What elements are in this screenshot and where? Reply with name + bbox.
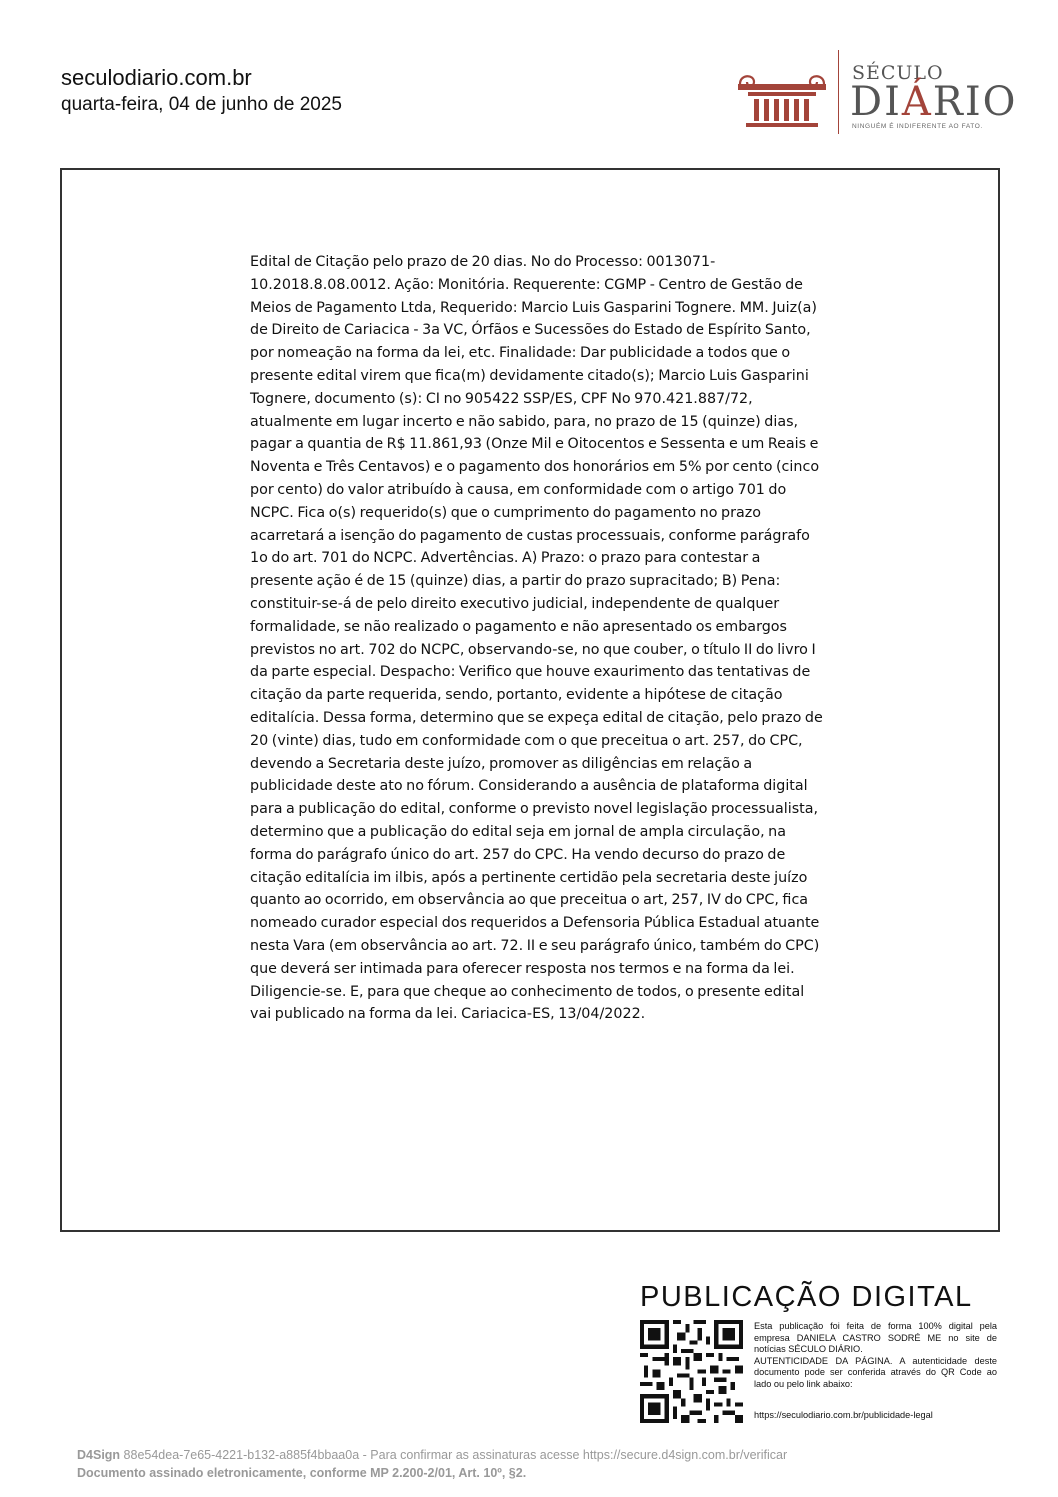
publicidade-legal-link[interactable]: https://seculodiario.com.br/publicidade-legal	[754, 1410, 933, 1420]
seculo-diario-logo	[734, 50, 1018, 136]
publication-info	[754, 1321, 997, 1390]
electronic-signature-notice: Documento assinado eletronicamente, conforme MP 2.200-2/01, Art. 10º, §2.	[77, 1466, 527, 1480]
d4sign-verification	[77, 1447, 787, 1464]
publication-info-text: Esta publicação foi feita de forma 100% digital pela empresa DANIELA CASTRO SODRÉ ME no site de notícias SÉCULO DIÁRIO.	[754, 1321, 997, 1354]
qr-code-icon	[640, 1320, 743, 1423]
logo-divider	[838, 50, 839, 134]
publication-date: quarta-feira, 04 de junho de 2025	[61, 94, 342, 115]
publication-title: PUBLICAÇÃO DIGITAL	[640, 1281, 973, 1313]
site-domain: seculodiario.com.br	[61, 65, 252, 90]
edital-body-text: Edital de Citação pelo prazo de 20 dias. No do Processo: 0013071-10.2018.8.08.0012. Ação: Monitória. Requerente: CGMP - Centro de Gestão de Meios de Pagamento Ltda, Requerido: Marcio Luis Gasparini Tognere. MM. Juiz(a) de Direito de Cariacica - 3a VC, Órfãos e Sucessões do Estado de Espírito Santo, por nomeação na forma da lei, etc. Finalidade: Dar publicidade a todos que o presente edital virem que fica(m) devidamente citado(s); Marcio Luis Gasparini Tognere, documento (s): CI no 905422 SSP/ES, CPF No 970.421.887/72, atualmente em lugar incerto e não sabido, para, no prazo de 15 (quinze) dias, pagar a quantia de R$ 11.861,93 (Onze Mil e Oitocentos e Sessenta e um Reais e Noventa e Três Centavos) e o pagamento dos honorários em 5% por cento (cinco por cento) do valor atribuído à causa, em conformidade com o artigo 701 do NCPC. Fica o(s) requerido(s) que o cumprimento do pagamento no prazo acarretará a isenção do pagamento de custas processuais, conforme parágrafo 1o do art. 701 do NCPC. Advertências. A) Prazo: o prazo para contestar a presente ação é de 15 (quinze) dias, a partir do prazo supracitado; B) Pena: constituir-se-á de pelo direito executivo judicial, independente de qualquer formalidade, se não realizado o pagamento e não apresentado os embargos previstos no art. 702 do NCPC, observando-se, no que couber, o título II do livro I da parte especial. Despacho: Verifico que houve exaurimento das tentativas de citação da parte requerida, sendo, portanto, evidente a hipótese de citação editalícia. Dessa forma, determino que se expeça edital de citação, pelo prazo de 20 (vinte) dias, tudo em conformidade com o que preceitua o art. 257, do CPC, devendo a Secretaria deste juízo, promover as diligências em relação a publicidade deste ato no fórum. Considerando a ausência de plataforma digital para a publicação do edital, conforme o previsto novel legislação processualista, determino que a publicação do edital seja em jornal de ampla circulação, na forma do parágrafo único do art. 257 do CPC. Ha vendo decurso do prazo de citação editalícia im ilbis, após a pertinente certidão pela secretaria deste juízo quanto ao ocorrido, em observância ao que preceitua o art, 257, IV do CPC, fica nomeado curador especial dos requeridos a Defensoria Pública Estadual atuante nesta Vara (em observância ao art. 72. II e seu parágrafo único, também do CPC) que deverá ser intimada para oferecer resposta nos termos e na forma da lei. Diligencie-se. E, para que cheque ao conhecimento de todos, o presente edital vai publicado na forma da lei. Cariacica-ES, 13/04/2022.	[250, 254, 823, 1023]
authenticity-text: AUTENTICIDADE DA PÁGINA. A autenticidade deste documento pode ser conferida através do QR Code ao lado ou pelo link abaixo:	[754, 1355, 997, 1389]
d4sign-text: 88e54dea-7e65-4221-b132-a885f4bbaa0a - Para confirmar as assinaturas acesse https://secure.d4sign.com.br/verificar	[120, 1448, 788, 1462]
temple-column-icon	[734, 62, 830, 134]
d4sign-label: D4Sign	[77, 1448, 121, 1462]
logo-tagline: NINGUÉM É INDIFERENTE AO FATO.	[852, 123, 983, 130]
logo-word-diario: DIÁRIO	[850, 79, 1018, 125]
logo-word-seculo: SÉCULO	[852, 62, 944, 84]
